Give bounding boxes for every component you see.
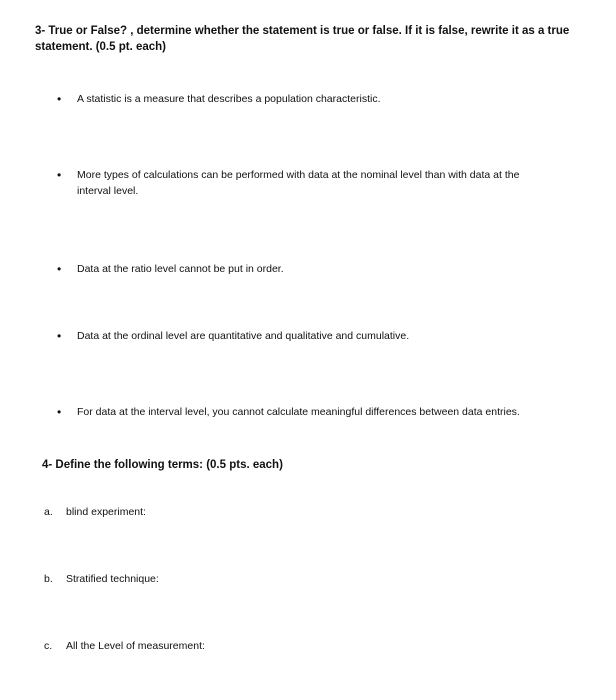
statement-text: For data at the interval level, you cannot calculate meaningful differences between data entries. — [77, 406, 520, 418]
term-letter: a. — [44, 506, 53, 518]
term-item-a — [44, 504, 146, 520]
term-item-b — [44, 571, 159, 587]
term-item-c — [44, 638, 205, 654]
bullet-icon: • — [57, 92, 62, 106]
statement-item — [57, 328, 562, 344]
bullet-icon: • — [57, 405, 62, 419]
statement-text: A statistic is a measure that describes a population characteristic. — [77, 93, 381, 105]
term-text: blind experiment: — [66, 506, 146, 518]
statement-text: Data at the ratio level cannot be put in order. — [77, 263, 284, 275]
statement-text: Data at the ordinal level are quantitative and qualitative and cumulative. — [77, 330, 410, 342]
bullet-icon: • — [57, 168, 62, 182]
statement-item — [57, 167, 537, 199]
term-letter: b. — [44, 573, 53, 585]
bullet-icon: • — [57, 262, 62, 276]
question-3-heading-line-2: statement. (0.5 pt. each) — [35, 41, 167, 53]
statement-text: More types of calculations can be performed with data at the nominal level than with data at the interval level. — [77, 169, 520, 197]
term-text: All the Level of measurement: — [66, 640, 205, 652]
bullet-icon: • — [57, 329, 62, 343]
statement-item — [57, 91, 562, 107]
term-text: Stratified technique: — [66, 573, 159, 585]
question-4-heading: 4- Define the following terms: (0.5 pts. each) — [42, 459, 283, 471]
question-3-heading — [35, 23, 575, 55]
term-letter: c. — [44, 640, 53, 652]
statement-item — [57, 404, 572, 420]
question-3-heading-line-1: 3- True or False? , determine whether the statement is true or false. If it is false, rewrite it as a true — [35, 25, 570, 37]
statement-item — [57, 261, 562, 277]
